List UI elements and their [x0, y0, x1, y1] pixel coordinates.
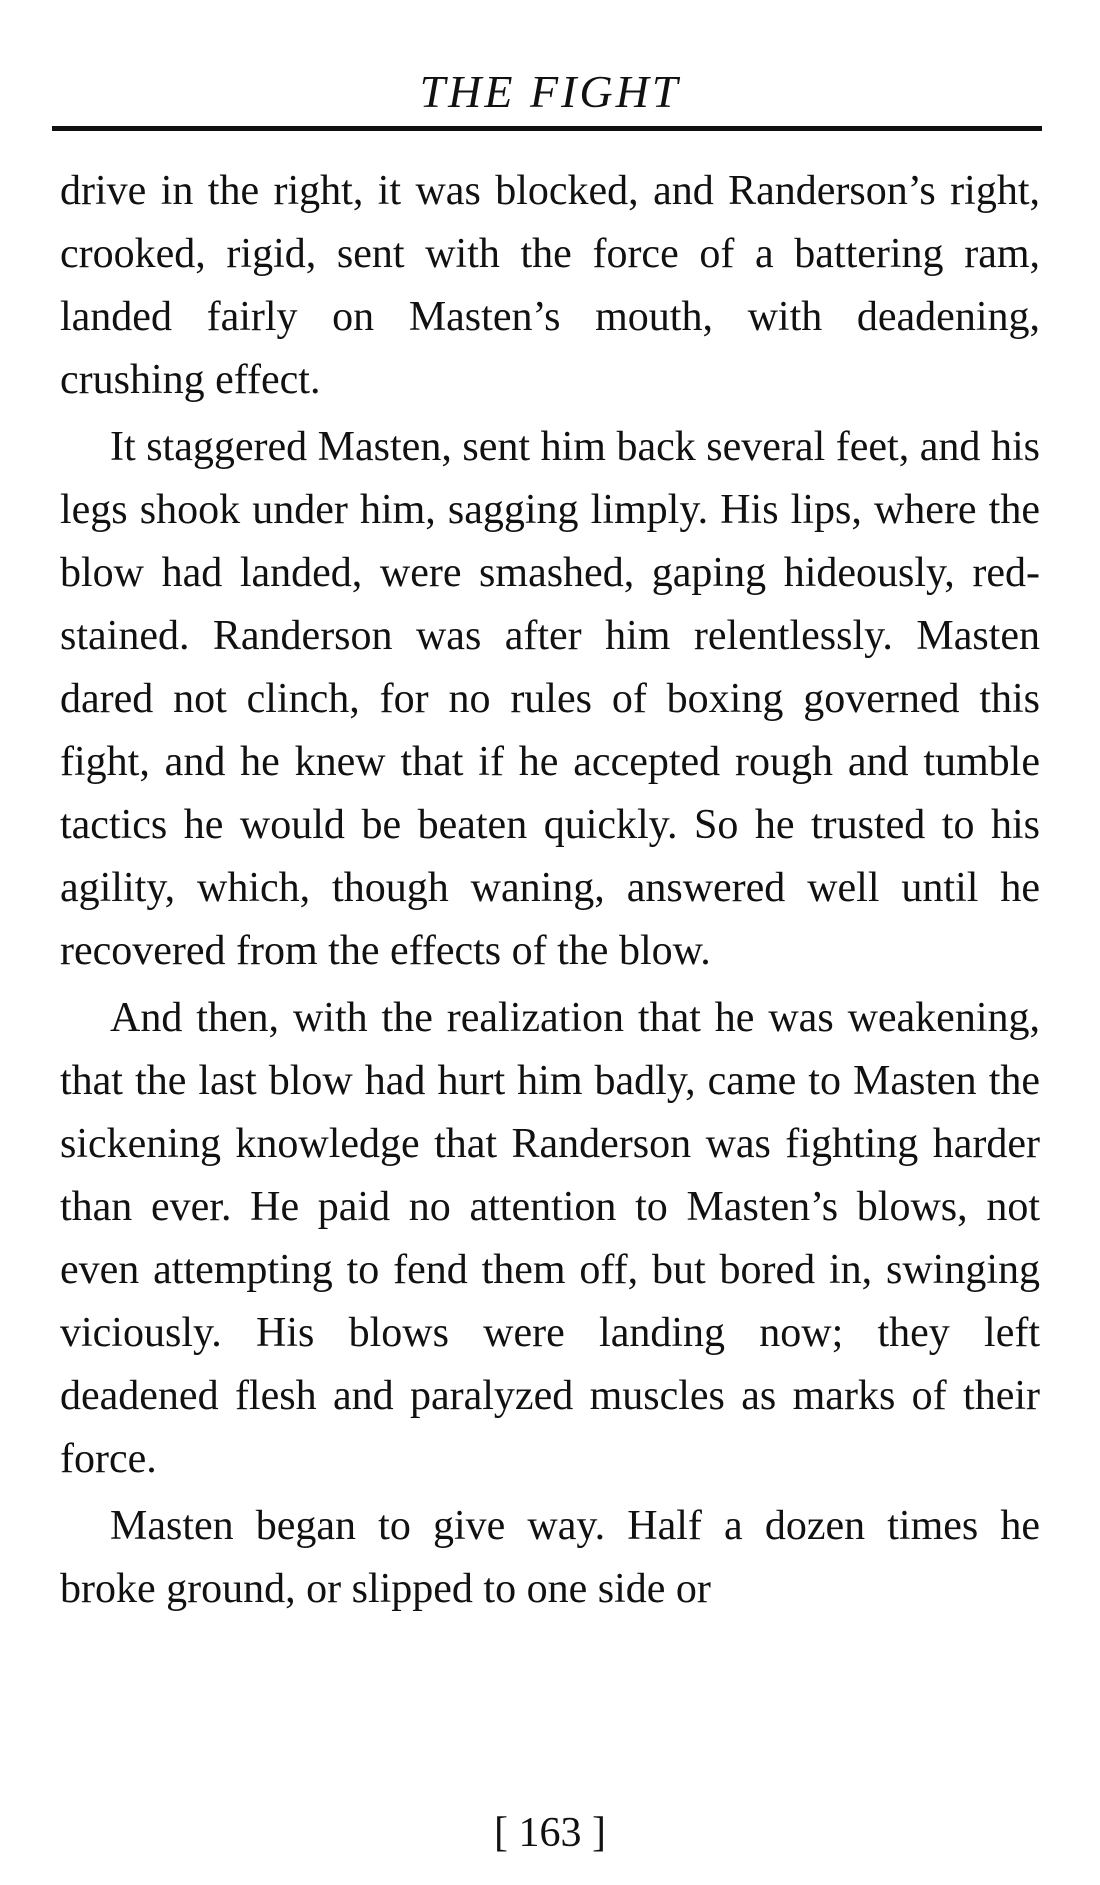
- header-rule: [52, 126, 1042, 131]
- paragraph: Masten began to give way. Half a dozen times he broke ground, or slipped to one side or: [60, 1503, 1040, 1612]
- page-number: [ 163 ]: [494, 1810, 606, 1856]
- paragraph: It staggered Masten, sent him back several feet, and his legs shook under him, sagging limply. His lips, where the blow had landed, were smashed, gaping hideously, red-stained. Randerson was after him relentlessly. Masten dared not clinch, for no rules of boxing governed this fight, and he knew that if he accepted rough and tumble tactics he would be beaten quickly. So he trusted to his agility, which, though waning, answered well until he recovered from the effects of the blow.: [60, 424, 1040, 974]
- paragraph-continuation: drive in the right, it was blocked, and Randerson’s right, crooked, rigid, sent with the force of a battering ram, landed fairly on Masten’s mouth, with deadening, crushing effect.: [60, 168, 1040, 403]
- running-head: THE FIGHT: [419, 66, 681, 117]
- paragraph: And then, with the realization that he was weakening, that the last blow had hurt him badly, came to Masten the sickening knowledge that Randerson was fighting harder than ever. He paid no attention to Masten’s blows, not even attempting to fend them off, but bored in, swinging viciously. His blows were landing now; they left deadened flesh and paralyzed muscles as marks of their force.: [60, 995, 1040, 1482]
- body-text: [60, 160, 1040, 1625]
